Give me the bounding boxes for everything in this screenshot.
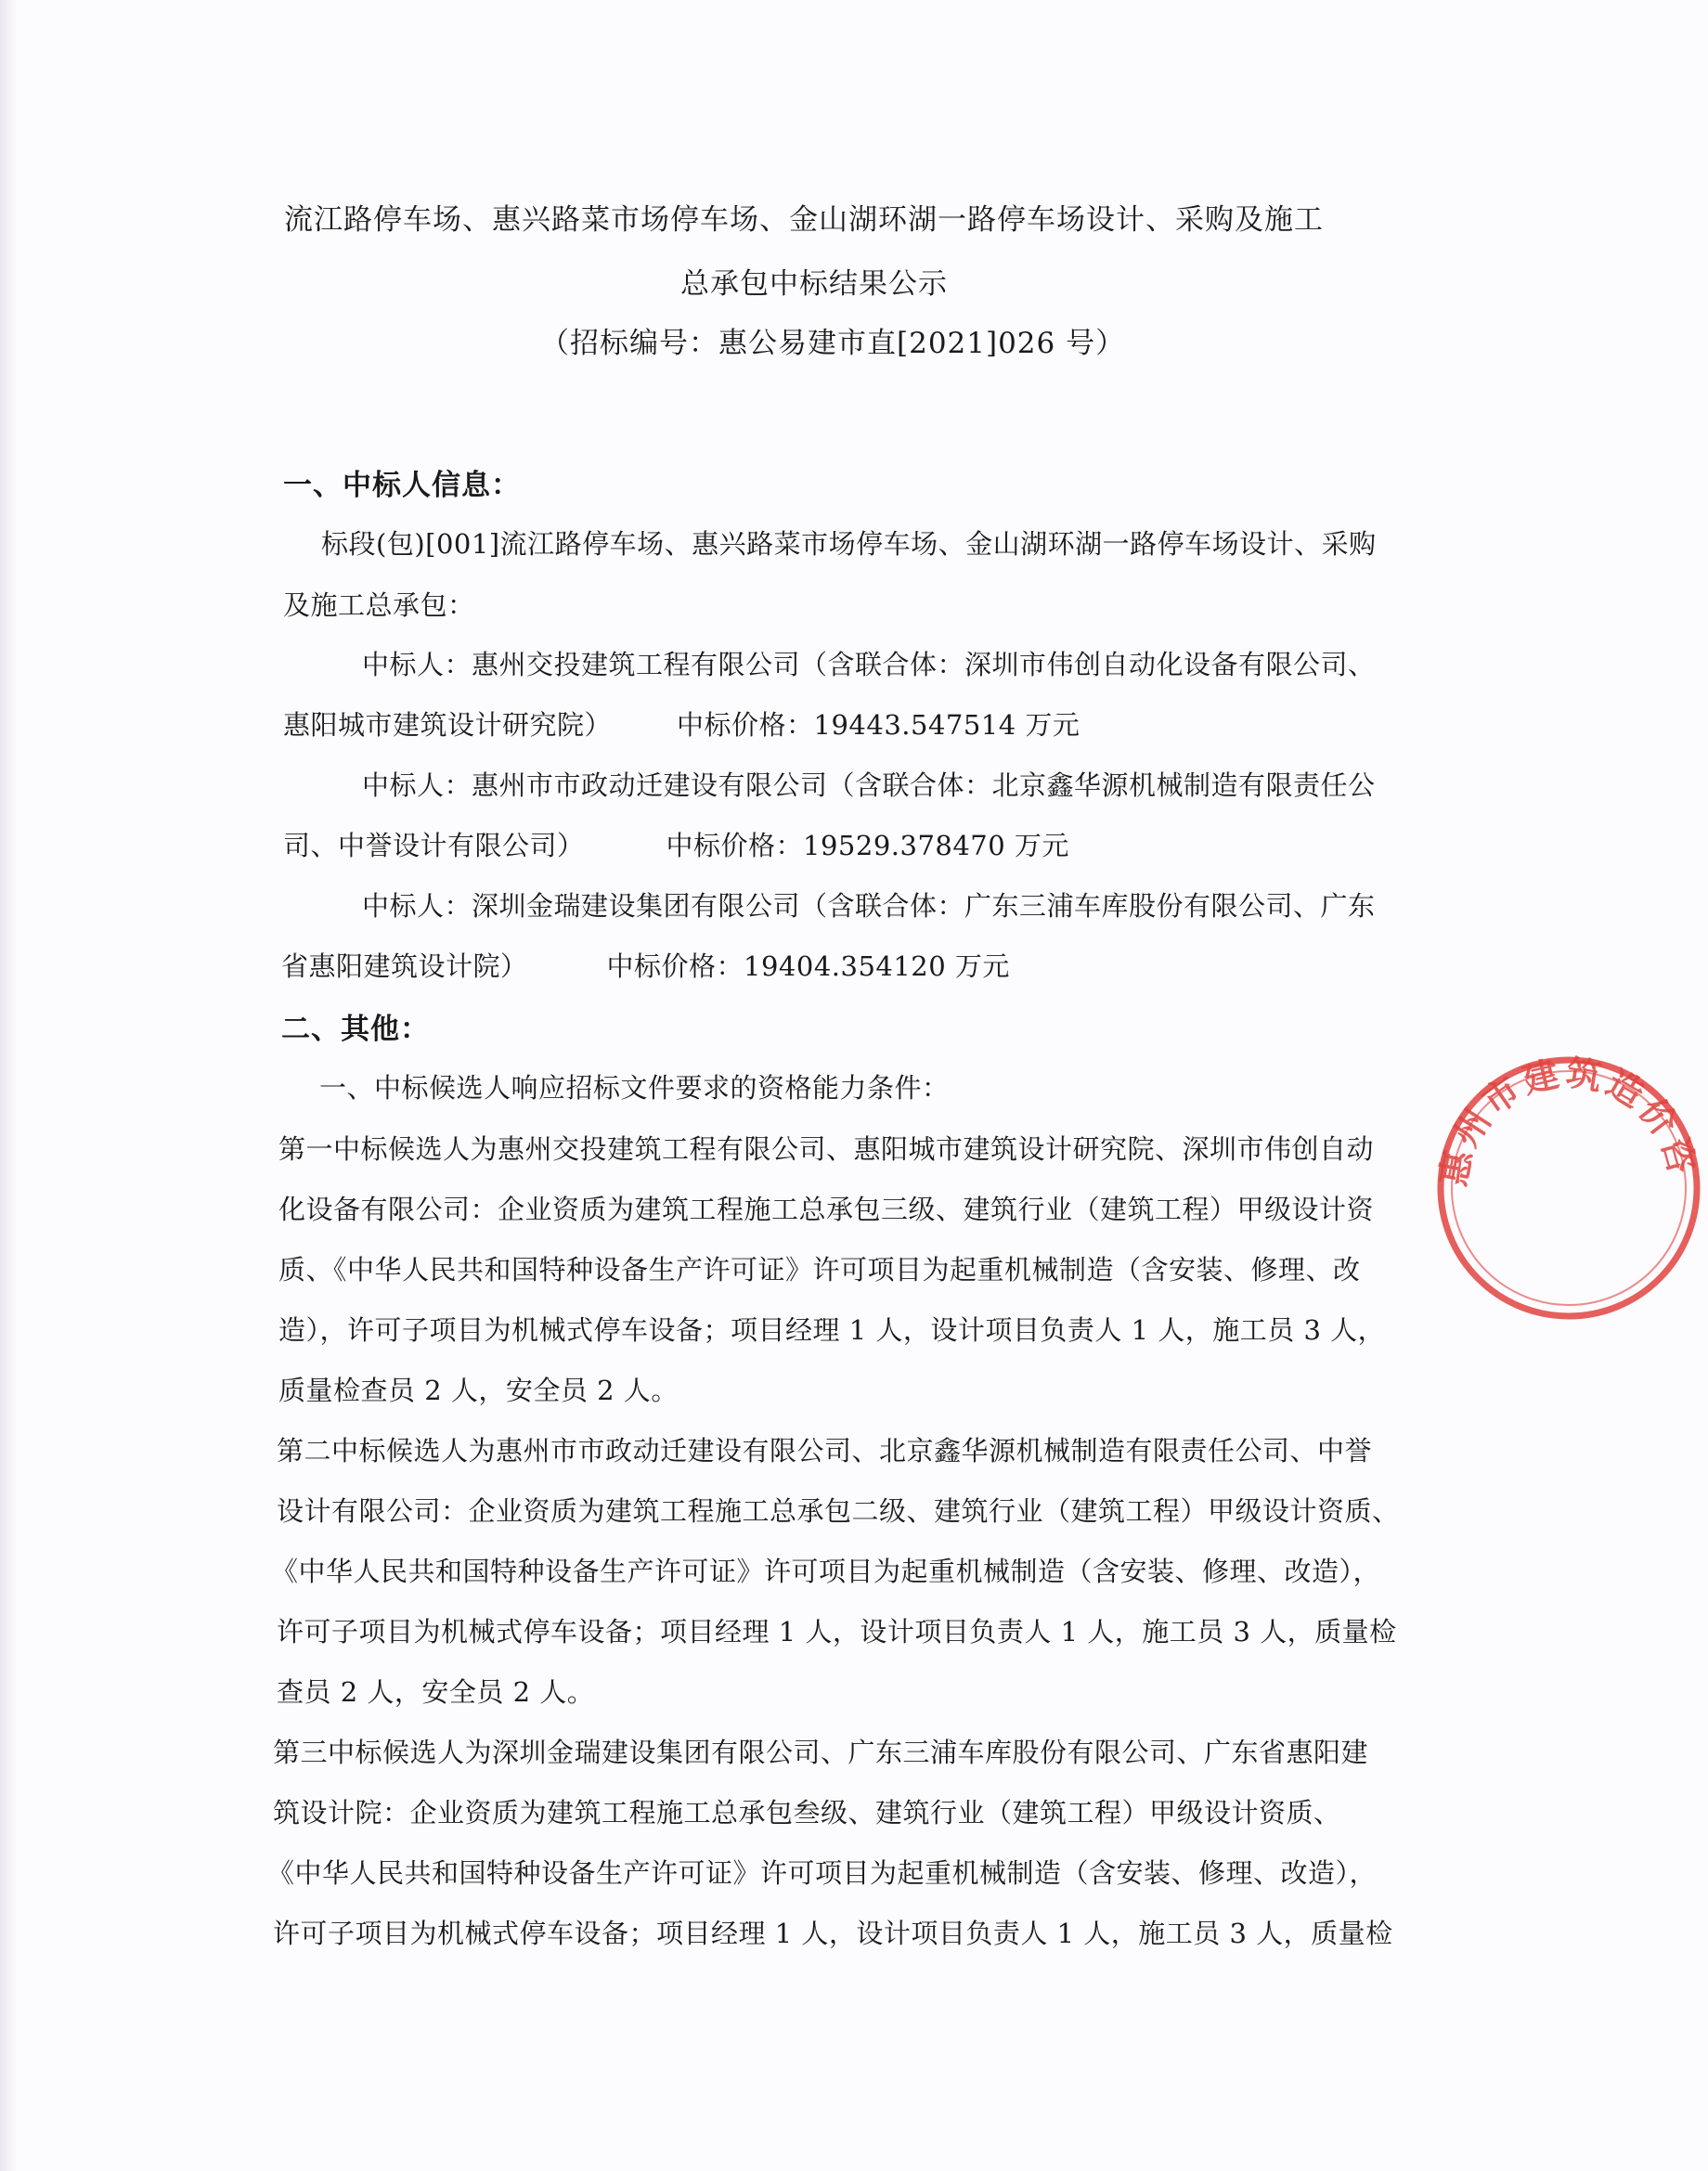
winner-1-price: 中标价格：19443.547514 万元 <box>677 709 1080 741</box>
candidate1-line: 质量检查员 2 人，安全员 2 人。 <box>278 1375 679 1406</box>
candidate2-line: 设计有限公司：企业资质为建筑工程施工总承包二级、建筑行业（建筑工程）甲级设计资质、 <box>277 1495 1400 1527</box>
winner-2-price: 中标价格：19529.378470 万元 <box>666 830 1069 861</box>
bid-number: （招标编号：惠公易建市直[2021]026 号） <box>540 327 1126 360</box>
winner-3-line-2: 省惠阳建筑设计院） 中标价格：19404.354120 万元 <box>281 950 1010 982</box>
seal-text: 惠州市建筑造价咨 <box>1432 1052 1704 1190</box>
title-line-2: 总承包中标结果公示 <box>680 267 948 301</box>
candidate2-line: 许可子项目为机械式停车设备；项目经理 1 人，设计项目负责人 1 人，施工员 3 人，质量检 <box>277 1616 1397 1648</box>
candidate3-line: 《中华人民共和国特种设备生产许可证》许可项目为起重机械制造（含安装、修理、改造）， <box>267 1857 1378 1889</box>
candidate2-line: 第二中标候选人为惠州市市政动迁建设有限公司、北京鑫华源机械制造有限责任公司、中誉 <box>277 1435 1373 1467</box>
lot-line-2: 及施工总承包： <box>283 589 475 621</box>
winner-2-line-2: 司、中誉设计有限公司） 中标价格：19529.378470 万元 <box>283 830 1069 861</box>
section2-heading: 二、其他： <box>281 1013 430 1046</box>
scan-edge <box>0 0 17 2171</box>
section1-heading: 一、中标人信息： <box>283 469 521 502</box>
winner-1-line-1: 中标人：惠州交投建筑工程有限公司（含联合体：深圳市伟创自动化设备有限公司、 <box>362 649 1376 680</box>
winner-2-line-1: 中标人：惠州市市政动迁建设有限公司（含联合体：北京鑫华源机械制造有限责任公 <box>362 769 1376 801</box>
candidate3-line: 第三中标候选人为深圳金瑞建设集团有限公司、广东三浦车库股份有限公司、广东省惠阳建 <box>273 1737 1369 1768</box>
candidate2-line: 《中华人民共和国特种设备生产许可证》许可项目为起重机械制造（含安装、修理、改造）， <box>271 1556 1381 1587</box>
candidate1-line: 造），许可子项目为机械式停车设备；项目经理 1 人，设计项目负责人 1 人，施工员 3 人， <box>278 1314 1386 1346</box>
sub-heading: 一、中标候选人响应招标文件要求的资格能力条件： <box>319 1072 950 1104</box>
candidate3-line: 许可子项目为机械式停车设备；项目经理 1 人，设计项目负责人 1 人，施工员 3 人，质量检 <box>273 1918 1393 1949</box>
candidate1-line: 化设备有限公司：企业资质为建筑工程施工总承包三级、建筑行业（建筑工程）甲级设计资 <box>278 1194 1375 1225</box>
title-line-1: 流江路停车场、惠兴路菜市场停车场、金山湖环湖一路停车场设计、采购及施工 <box>284 203 1324 237</box>
candidate1-line: 第一中标候选人为惠州交投建筑工程有限公司、惠阳城市建筑设计研究院、深圳市伟创自动 <box>278 1133 1375 1165</box>
winner-3-line-1: 中标人：深圳金瑞建设集团有限公司（含联合体：广东三浦车库股份有限公司、广东 <box>362 890 1376 922</box>
winner-3-price: 中标价格：19404.354120 万元 <box>606 950 1010 982</box>
candidate3-line: 筑设计院：企业资质为建筑工程施工总承包叁级、建筑行业（建筑工程）甲级设计资质、 <box>273 1797 1341 1829</box>
candidate1-line: 质、《中华人民共和国特种设备生产许可证》许可项目为起重机械制造（含安装、修理、改 <box>278 1254 1361 1286</box>
official-seal <box>1430 1049 1708 1327</box>
svg-text:惠州市建筑造价咨 <box>1433 1053 1704 1190</box>
lot-line-1: 标段(包)[001]流江路停车场、惠兴路菜市场停车场、金山湖环湖一路停车场设计、采购 <box>321 528 1377 560</box>
candidate2-line: 查员 2 人，安全员 2 人。 <box>277 1676 595 1708</box>
winner-1-line-2: 惠阳城市建筑设计研究院） 中标价格：19443.547514 万元 <box>283 709 1080 741</box>
